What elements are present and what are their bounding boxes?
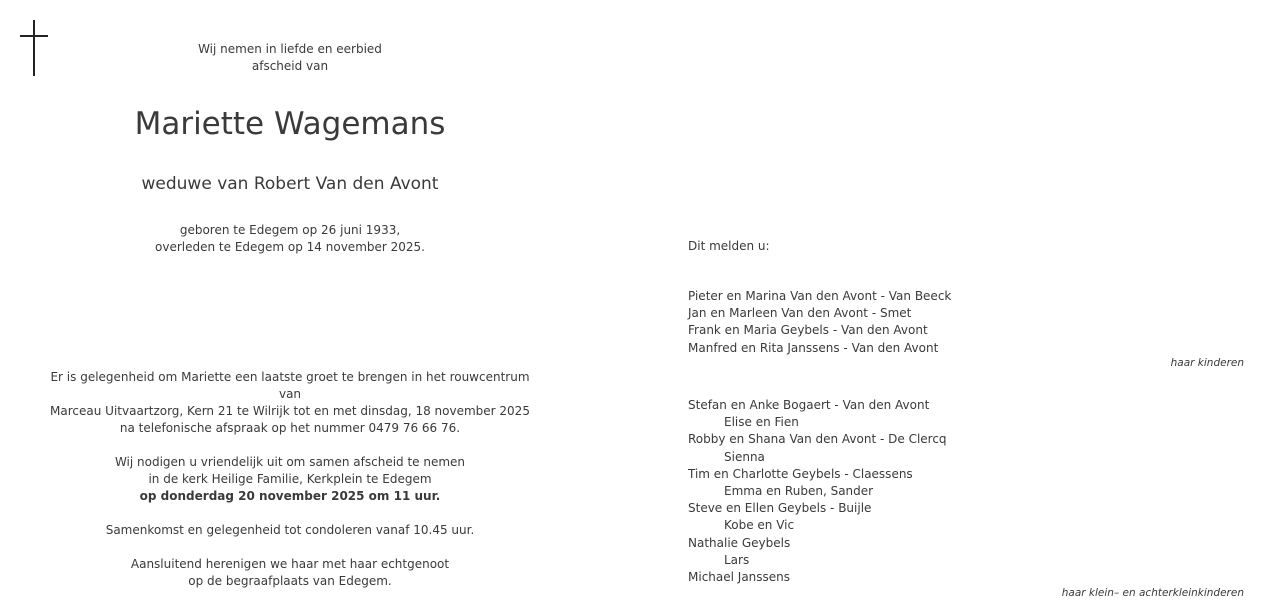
died-line: overleden te Edegem op 14 november 2025. <box>155 240 425 254</box>
list-item: Michael Janssens <box>688 570 791 585</box>
intro-line-2: afscheid van <box>251 59 329 73</box>
list-item: Manfred en Rita Janssens - Van den Avont <box>688 340 939 355</box>
service-info <box>40 369 540 590</box>
list-item: Pieter en Marina Van den Avont - Van Beeck <box>688 289 952 303</box>
invite-line-3: op donderdag 20 november 2025 om 11 uur. <box>139 489 441 503</box>
deceased-name: Mariette Wagemans <box>134 106 446 142</box>
widow-of: weduwe van Robert Van den Avont <box>141 174 439 194</box>
announce-line: Dit melden u: <box>688 239 770 253</box>
list-item: Frank en Maria Geybels - Van den Avont <box>688 323 928 338</box>
grandchildren-list <box>688 397 1244 586</box>
list-item: Jan en Marleen Van den Avont - Smet <box>688 306 912 321</box>
gathering-line: Samenkomst en gelegenheid tot condoleren vanaf 10.45 uur. <box>105 523 475 537</box>
intro-line-1: Wij nemen in liefde en eerbied <box>198 42 382 56</box>
visit-line-2: Marceau Uitvaartzorg, Kern 21 te Wilrijk tot en met dinsdag, 18 november 2025 <box>50 404 530 418</box>
born-line: geboren te Edegem op 26 juni 1933, <box>179 223 401 237</box>
invite-line-2: in de kerk Heilige Familie, Kerkplein te Edegem <box>148 472 432 486</box>
children-tag: haar kinderen <box>1170 357 1244 369</box>
list-item: Stefan en Anke Bogaert - Van den Avont <box>688 398 930 412</box>
list-item: Emma en Ruben, Sander <box>724 484 874 499</box>
list-item: Robby en Shana Van den Avont - De Clercq <box>688 432 947 447</box>
list-item: Sienna <box>724 449 765 464</box>
list-item: Tim en Charlotte Geybels - Claessens <box>688 466 913 481</box>
burial-line-2: op de begraafplaats van Edegem. <box>188 574 392 588</box>
invite-line-1: Wij nodigen u vriendelijk uit om samen afscheid te nemen <box>114 455 466 469</box>
list-item: Lars <box>724 552 750 567</box>
intro <box>40 41 540 75</box>
children-list <box>688 288 1244 357</box>
cross-horizontal <box>20 35 48 37</box>
list-item: Nathalie Geybels <box>688 535 791 550</box>
grandchildren-tag: haar klein– en achterkleinkinderen <box>1061 587 1244 599</box>
burial-line-1: Aansluitend herenigen we haar met haar echtgenoot <box>130 557 450 571</box>
list-item: Kobe en Vic <box>724 518 795 533</box>
visit-line-1: Er is gelegenheid om Mariette een laatste groet te brengen in het rouwcentrum van <box>50 370 530 401</box>
list-item: Elise en Fien <box>724 415 799 430</box>
dates <box>40 222 540 256</box>
cross-vertical <box>33 20 35 76</box>
visit-line-3: na telefonische afspraak op het nummer 0479 76 66 76. <box>119 421 461 435</box>
list-item: Steve en Ellen Geybels - Buijle <box>688 501 872 516</box>
